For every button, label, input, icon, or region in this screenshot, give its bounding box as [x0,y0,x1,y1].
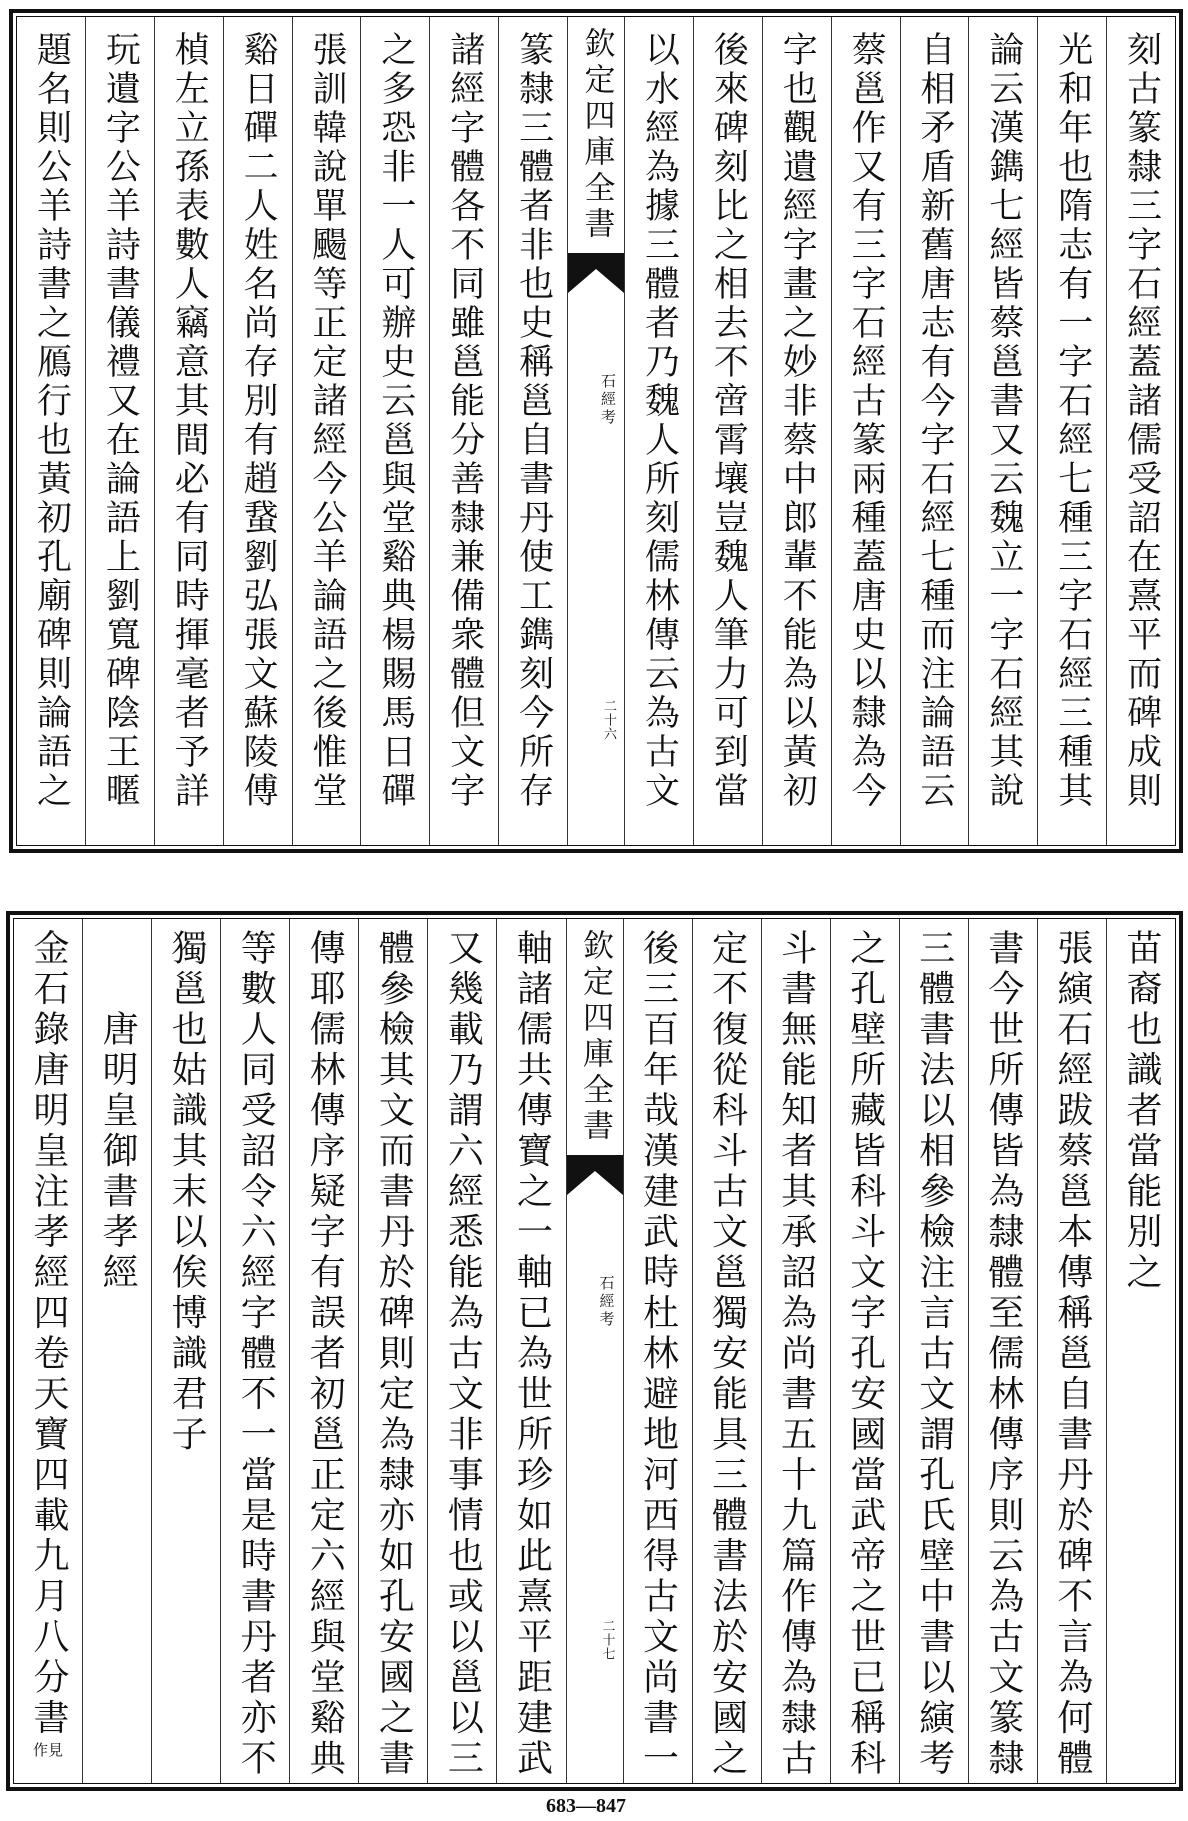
footer-page-reference [0,1795,1188,1817]
column-text: 字也觀遺經字畫之妙非蔡中郎輩不能為以黃初 [777,31,818,811]
column-text: 玩遺字公羊詩書儀禮又在論語上劉寬碑陰王暱 [100,31,141,811]
text-column [498,17,567,845]
column-text: 谿日磾二人姓名尚存別有趙䖸劉弘張文蘇陵傅 [238,31,279,811]
text-column [429,17,498,845]
text-column [968,919,1037,1783]
column-text: 楨左立孫表數人竊意其間必有同時揮毫者予詳 [169,31,210,811]
column-text: 蔡邕作又有三字石經古篆兩種蓋唐史以隸為今 [846,31,887,811]
text-column [496,919,565,1783]
text-column [693,17,762,845]
column-text: 張訓韓說單颺等正定諸經今公羊論語之後惟堂 [306,31,347,811]
interlinear-note: 作見 [33,1741,64,1759]
column-text: 自相矛盾新舊唐志有今字石經七種而注論語云 [914,31,955,811]
fish-tail-mark [567,1155,623,1197]
column-text: 又幾載乃謂六經悉能為古文非事情也或以邕以三 [442,929,484,1780]
column-text: 等數人同受詔令六經字體不一當是時書丹者亦不 [235,929,277,1780]
column-text: 定不復從科斗古文邕獨安能具三體書法於安國之 [706,929,748,1780]
column-text: 斗書無能知者其承詔為尚書五十九篇作傳為隸古 [775,929,817,1780]
text-column [1037,919,1106,1783]
footer-text: 683—847 [546,1795,626,1817]
text-column [1037,17,1106,845]
banxin-title: 欽定四庫全書 [578,27,615,243]
text-column [831,17,900,845]
text-column [154,17,223,845]
text-column [85,17,154,845]
column-text: 獨邕也姑識其末以俟博識君子 [166,929,208,1456]
page-frame [16,16,1176,846]
section-heading-column [82,919,151,1783]
text-column [623,919,692,1783]
text-column [14,919,82,1783]
page-frame [13,918,1176,1784]
column-text: 金石錄唐明皇注孝經四卷天寶四載九月八分書 [28,929,70,1739]
column-text: 刻古篆隸三字石經蓋諸儒受詔在熹平而碑成則 [1121,31,1162,811]
column-text: 之孔壁所藏皆科斗文字孔安國當武帝之世已稱科 [844,929,886,1780]
text-column [761,919,830,1783]
column-text: 軸諸儒共傳寶之一軸已為世所珍如此熹平距建武 [511,929,553,1780]
text-column [17,17,85,845]
text-column [762,17,831,845]
text-column [692,919,761,1783]
text-column [899,919,968,1783]
text-column [830,919,899,1783]
column-text: 張縯石經跋蔡邕本傳稱邕自書丹於碑不言為何體 [1051,929,1093,1780]
section-heading: 唐明皇御書孝經 [97,1010,139,1294]
banxin-title: 欽定四庫全書 [577,929,613,1145]
page-number: 二十六 [601,699,616,741]
text-column [358,919,427,1783]
column-text: 體參檢其文而書丹於碑則定為隸亦如孔安國之書 [373,929,415,1780]
page-lower [6,911,1183,1791]
column-text: 之多恐非一人可辦史云邕與堂谿典楊賜馬日磾 [375,31,416,811]
column-text: 以水經為據三體者乃魏人所刻儒林傳云為古文 [639,31,680,811]
column-text-with-note [28,929,70,1759]
column-text: 論云漢鐫七經皆蔡邕書又云魏立一字石經其說 [983,31,1024,811]
banxin-center-column [567,17,624,845]
text-column [220,919,289,1783]
text-column [968,17,1037,845]
page-number: 二十七 [599,1619,615,1661]
page-upper [9,9,1183,853]
column-text: 三體書法以相參檢注言古文謂孔氏壁中書以縯考 [913,929,955,1780]
banxin-book-title: 石經考 [597,1275,616,1329]
column-text: 後來碑刻比之相去不啻霄壤豈魏人筆力可到當 [708,31,749,811]
text-column [1106,919,1175,1783]
text-column [900,17,969,845]
text-column [289,919,358,1783]
text-column [292,17,361,845]
column-text: 諸經字體各不同雖邕能分善隸兼備衆體但文字 [444,31,485,811]
text-column [360,17,429,845]
banxin-book-title: 石經考 [599,373,617,427]
text-column [151,919,220,1783]
column-text: 光和年也隋志有一字石經七種三字石經三種其 [1052,31,1093,811]
column-text: 篆隸三體者非也史稱邕自書丹使工鐫刻今所存 [513,31,554,811]
column-text: 苗裔也識者當能別之 [1120,929,1162,1294]
column-text: 後三百年哉漢建武時杜林避地河西得古文尚書一 [637,929,679,1780]
fish-tail-mark [568,253,624,295]
text-column [427,919,496,1783]
text-column [1106,17,1175,845]
text-column [624,17,693,845]
banxin-center-column [566,919,623,1783]
column-text: 題名則公羊詩書之鴈行也黃初孔廟碑則論語之 [31,31,72,811]
column-text: 書今世所傳皆為隸體至儒林傳序則云為古文篆隸 [982,929,1024,1780]
column-text: 傳耶儒林傳序疑字有誤者初邕正定六經與堂谿典 [304,929,346,1780]
text-column [223,17,292,845]
